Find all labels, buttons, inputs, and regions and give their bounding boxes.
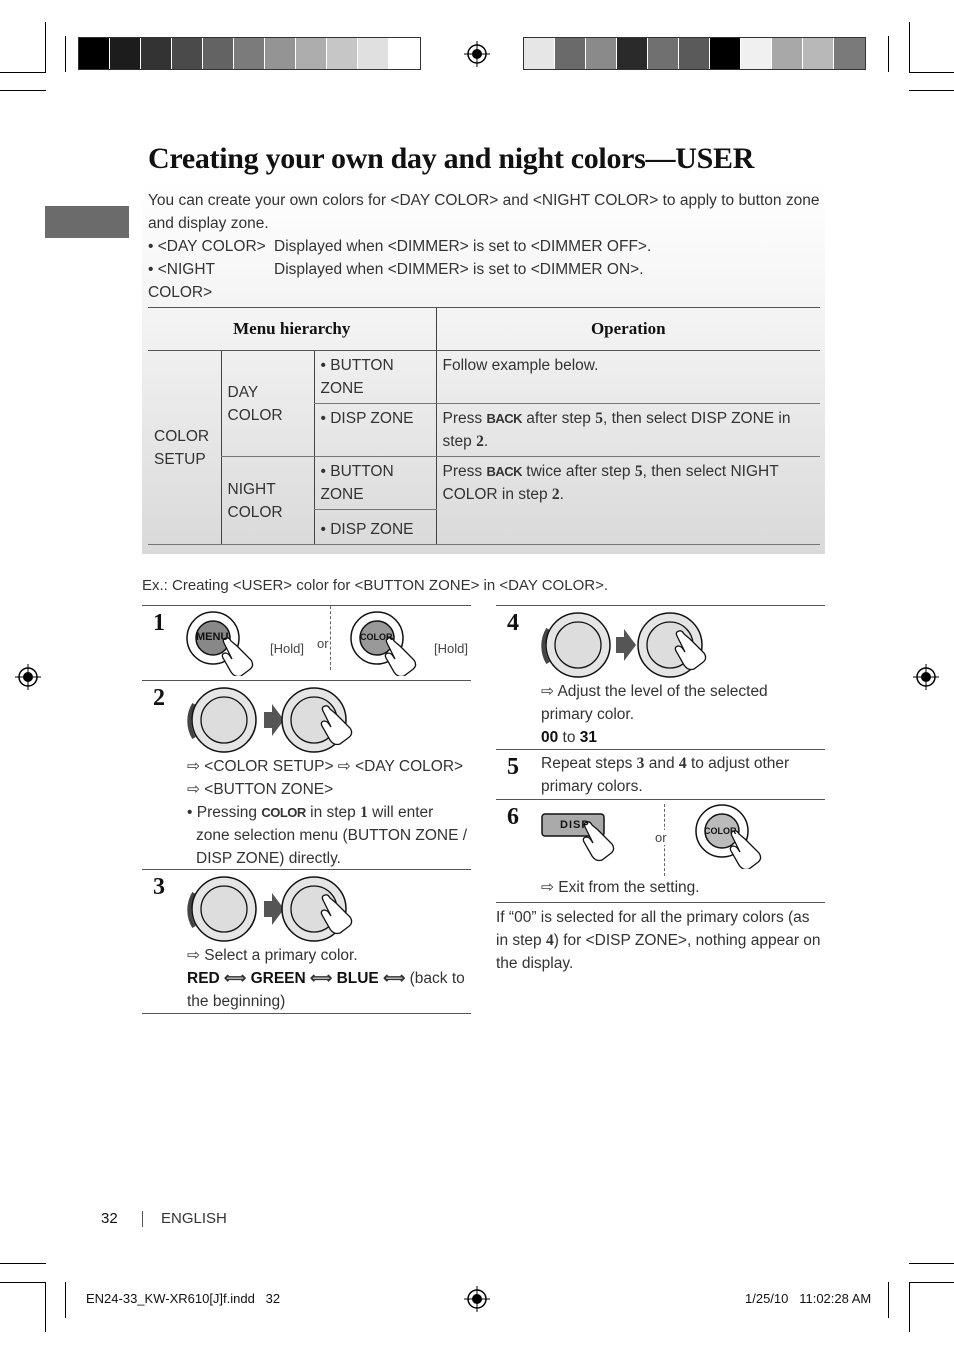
registration-mark-right [913, 664, 939, 690]
divider [496, 799, 825, 800]
color-bar-left [78, 37, 421, 70]
divider [496, 605, 825, 606]
example-caption: Ex.: Creating <USER> color for <BUTTON ZONE> in <DAY COLOR>. [142, 577, 608, 594]
footer-language: ENGLISH [161, 1210, 227, 1227]
cell-disp-zone: • DISP ZONE [314, 404, 436, 457]
step-number: 1 [153, 610, 165, 636]
footer-divider [142, 1211, 143, 1227]
registration-mark-bottom [464, 1286, 490, 1312]
bullet-key: • <DAY COLOR> [148, 238, 266, 255]
cell-button-zone: • BUTTON ZONE [314, 351, 436, 404]
step5-text: Repeat steps 3 and 4 to adjust other primary colors. [541, 755, 790, 795]
menu-button-label: MENU [196, 631, 229, 643]
page-number: 32 [101, 1210, 118, 1227]
step-number: 3 [153, 874, 165, 900]
header-operation: Operation [436, 308, 820, 351]
intro-bullet-day [148, 235, 820, 258]
print-date: 1/25/10 11:02:28 AM [745, 1291, 872, 1306]
step2-text [187, 755, 469, 870]
color-button-icon [348, 610, 448, 676]
step4-line1: ⇨ Adjust the level of the selected primary color. [541, 683, 768, 723]
menu-hierarchy-table [148, 307, 820, 545]
header-menu-hierarchy: Menu hierarchy [148, 308, 436, 351]
cell-color-setup: COLOR SETUP [148, 351, 221, 545]
registration-mark-left [15, 664, 41, 690]
divider [142, 680, 471, 681]
control-dial-icon [186, 684, 366, 756]
step-number: 2 [153, 685, 165, 711]
bullet-text: Displayed when <DIMMER> is set to <DIMMER OFF>. [274, 238, 652, 255]
divider [142, 605, 471, 606]
cell-button-zone: • BUTTON ZONE [314, 457, 436, 510]
step4-text [541, 680, 823, 749]
step3-line1: ⇨ Select a primary color. [187, 947, 358, 964]
bullet-text: Displayed when <DIMMER> is set to <DIMMER ON>. [274, 261, 644, 278]
table-row [148, 351, 820, 404]
step-number: 5 [507, 754, 519, 780]
color-bar-right [523, 37, 866, 70]
step6-text: ⇨ Exit from the setting. [541, 879, 700, 896]
step-number: 4 [507, 610, 519, 636]
or-label: or [317, 636, 329, 651]
step2-line1: ⇨ <COLOR SETUP> ⇨ <DAY COLOR> [187, 758, 464, 775]
bullet-key: • <NIGHT COLOR> [148, 261, 215, 301]
footnote: If “00” is selected for all the primary colors (as in step 4) for <DISP ZONE>, nothing appear on the display. [496, 909, 821, 972]
cell-day-color: DAY COLOR [221, 351, 314, 457]
intro-line: You can create your own colors for <DAY COLOR> and <NIGHT COLOR> to apply to button zone and display zone. [148, 192, 820, 232]
hold-label: [Hold] [434, 641, 468, 656]
table-header-row [148, 308, 820, 351]
page-title: Creating your own day and night colors—USER [148, 142, 755, 175]
disp-button-label: DISP [560, 819, 590, 831]
step2-note: • Pressing COLOR in step 1 will enter zone selection menu (BUTTON ZONE / DISP ZONE) directly. [187, 804, 468, 867]
disp-button-icon [540, 810, 636, 862]
control-dial-icon [186, 873, 366, 945]
cell-op2: Press BACK after step 5, then select DISP ZONE in step 2. [436, 404, 820, 457]
color-button-icon [693, 803, 793, 869]
step3-text [187, 944, 469, 1013]
cell-op1: Follow example below. [436, 351, 820, 404]
cell-disp-zone: • DISP ZONE [314, 510, 436, 545]
hold-label: [Hold] [270, 641, 304, 656]
step2-line2: ⇨ <BUTTON ZONE> [187, 781, 334, 798]
cell-night-color: NIGHT COLOR [221, 457, 314, 545]
intro-bullet-night [148, 258, 820, 304]
or-label: or [655, 830, 667, 845]
step3-sequence: RED ⟺ GREEN ⟺ BLUE ⟺ (back to the beginning) [187, 970, 465, 1010]
step4-range: 00 to 31 [541, 729, 598, 746]
divider [142, 869, 471, 870]
divider-dashed [330, 606, 331, 670]
table-row [148, 457, 820, 510]
section-tab [45, 206, 129, 238]
registration-mark-top [464, 41, 490, 67]
cell-op3: Press BACK twice after step 5, then select NIGHT COLOR in step 2. [436, 457, 820, 545]
file-name: EN24-33_KW-XR610[J]f.indd 32 [86, 1291, 281, 1306]
intro-text [148, 189, 820, 304]
divider [142, 1013, 471, 1014]
divider [496, 902, 825, 903]
step-number: 6 [507, 804, 519, 830]
control-dial-icon [540, 609, 720, 681]
divider [496, 749, 825, 750]
color-button-label: COLOR [360, 632, 393, 642]
color-button-label: COLOR [704, 826, 737, 836]
